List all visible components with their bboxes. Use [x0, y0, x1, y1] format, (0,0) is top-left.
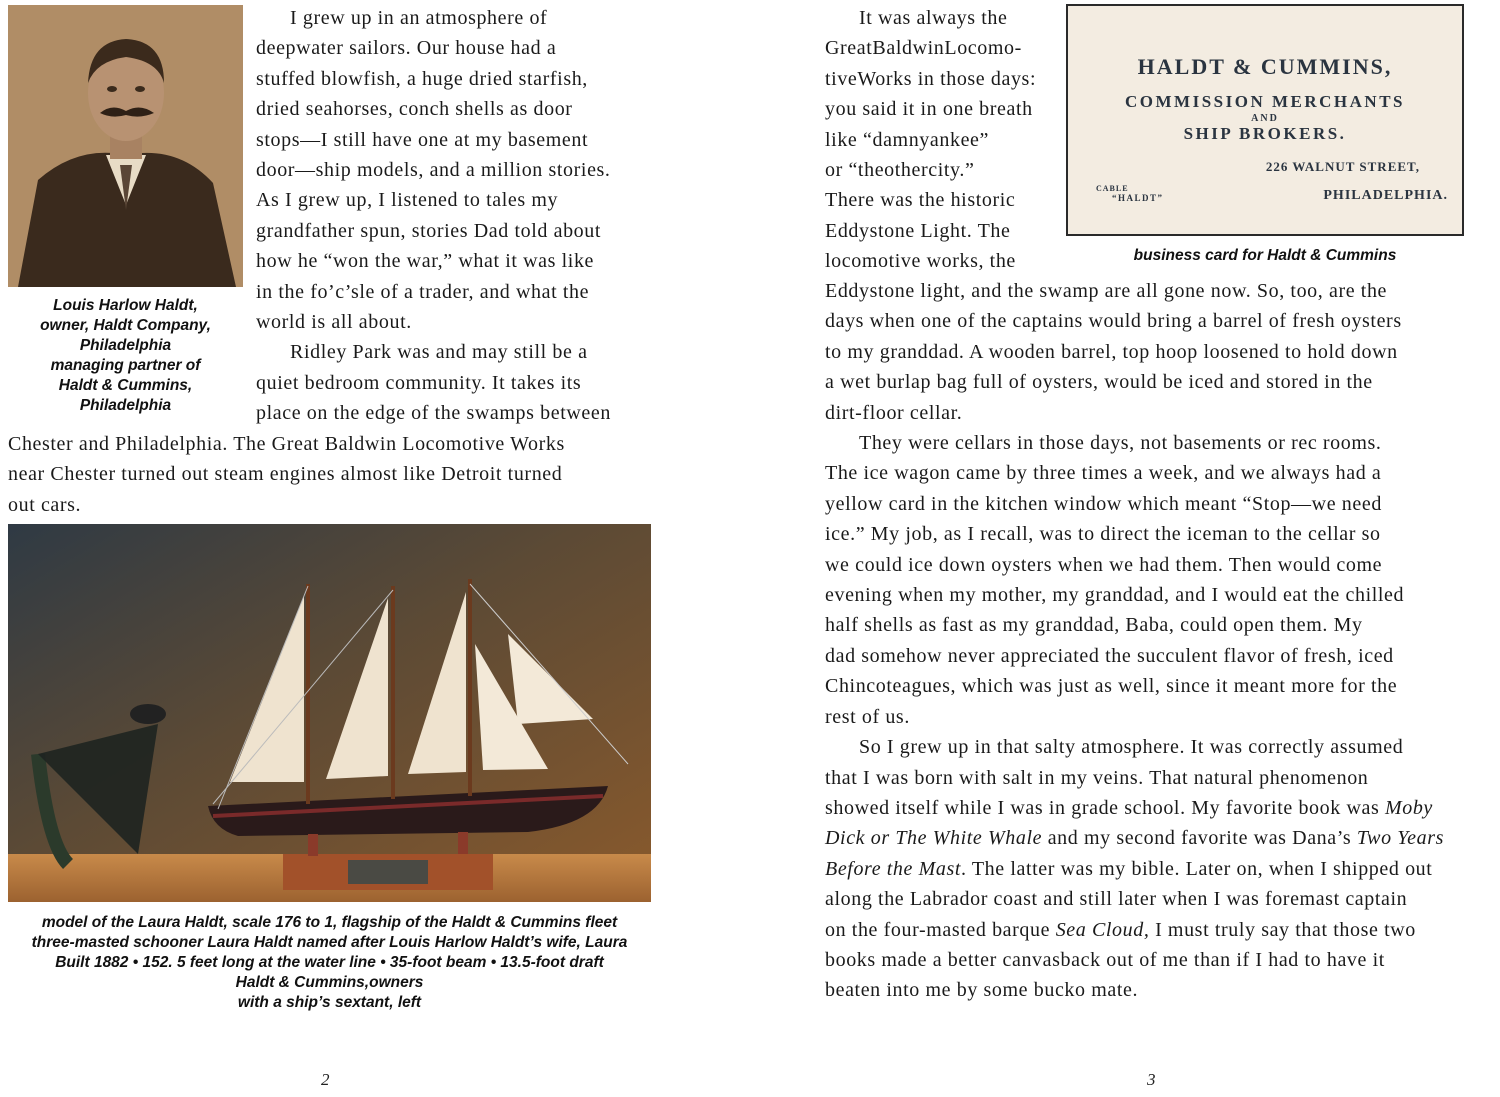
text-line: stuffed blowfish, a huge dried starfish,	[256, 67, 588, 90]
card-line: SHIP BROKERS.	[1183, 124, 1347, 143]
caption-line: Philadelphia	[79, 337, 172, 354]
text-line: tiveWorks in those days:	[825, 67, 1037, 90]
book-title: Dick or The White Whale	[825, 827, 1043, 850]
caption-line: owner, Haldt Company,	[40, 317, 211, 334]
text-line: The ice wagon came by three times a week, and we always had a	[825, 462, 1382, 485]
text-line: Chester and Philadelphia. The Great Baldwin Locomotive Works	[8, 433, 565, 455]
card-company-name: HALDT & CUMMINS,	[1137, 54, 1393, 79]
text-line	[825, 854, 1490, 884]
text-fragment: on the four-masted barque	[825, 918, 1056, 941]
text-line: Eddystone light, and the swamp are all gone now. So, too, are the	[825, 280, 1388, 302]
text-line: half shells as fast as my granddad, Baba, could open them. My	[825, 614, 1363, 637]
text-line: yellow card in the kitchen window which meant “Stop—we need	[825, 492, 1382, 515]
ship-caption	[8, 913, 651, 1013]
text-line: we could ice down oysters when we had them. Then would come	[825, 553, 1383, 576]
caption-fragment: scale 176 to 1, flagship of the Haldt & Cummins fleet	[232, 914, 618, 931]
text-line: stops—I still have one at my basement	[256, 128, 589, 151]
left-paragraph-1	[256, 3, 656, 429]
card-cable-word: “HALDT”	[1112, 193, 1164, 203]
business-card-image	[1066, 4, 1464, 236]
caption-fragment: Laura Haldt	[207, 934, 293, 951]
book-title: Before the Mast	[825, 857, 962, 880]
card-line: AND	[1251, 113, 1279, 124]
card-cable-label: CABLE	[1096, 184, 1129, 193]
caption-line: with a ship’s sextant, left	[237, 994, 422, 1011]
text-line: days when one of the captains would bring a barrel of fresh oysters	[825, 310, 1402, 333]
text-line: So I grew up in that salty atmosphere. It was correctly assumed	[859, 736, 1404, 759]
book-title: Two Years	[1356, 827, 1445, 850]
text-line: I grew up in an atmosphere of	[290, 7, 548, 29]
text-line: There was the historic	[825, 189, 1016, 212]
caption-line: Built 1882 • 152. 5 feet long at the water line • 35-foot beam • 13.5-foot draft	[55, 954, 604, 971]
text-line: Ridley Park was and may still be a	[290, 341, 588, 364]
text-line: deepwater sailors. Our house had a	[256, 37, 557, 60]
text-line: GreatBaldwinLocomo-	[825, 37, 1022, 60]
text-line: that I was born with salt in my veins. That natural phenomenon	[825, 766, 1369, 789]
text-line	[825, 823, 1490, 853]
caption-fragment: model of the Laura Haldt,	[41, 914, 233, 931]
caption-line: Philadelphia	[79, 397, 172, 414]
text-fragment: and my second favorite was Dana’s	[1042, 827, 1357, 850]
text-line: It was always the	[859, 7, 1008, 29]
text-line: As I grew up, I listened to tales my	[256, 189, 559, 212]
caption-line: managing partner of	[50, 357, 201, 374]
caption-fragment: three-masted schooner	[31, 934, 208, 951]
text-line: place on the edge of the swamps between	[256, 402, 611, 425]
text-line: locomotive works, the	[825, 250, 1016, 273]
text-fragment: I must truly say that those two	[1149, 918, 1416, 941]
caption-line	[8, 933, 651, 953]
text-line: a wet burlap bag full of oysters, would be iced and stored in the	[825, 371, 1373, 394]
business-card-caption: business card for Haldt & Cummins	[1133, 247, 1397, 264]
text-line: beaten into me by some bucko mate.	[825, 979, 1139, 1002]
caption-line: Haldt & Cummins,owners	[235, 974, 424, 991]
text-line: dad somehow never appreciated the succulent flavor of fresh, iced	[825, 644, 1394, 667]
portrait-photo	[8, 5, 243, 287]
text-line: world is all about.	[256, 311, 412, 334]
text-fragment: showed itself while I was in grade school. My favorite book was	[825, 796, 1385, 819]
ship-model-photo	[8, 524, 651, 902]
right-narrow-column	[825, 3, 1065, 277]
text-line: grandfather spun, stories Dad told about	[256, 219, 602, 242]
card-line: COMMISSION MERCHANTS	[1125, 92, 1405, 111]
text-line: dirt-floor cellar.	[825, 401, 963, 424]
caption-line: Louis Harlow Haldt,	[53, 297, 198, 314]
text-line: ice.” My job, as I recall, was to direct the iceman to the cellar so	[825, 523, 1381, 546]
text-line: Eddystone Light. The	[825, 219, 1011, 242]
text-line: They were cellars in those days, not basements or rec rooms.	[859, 432, 1382, 455]
text-line	[825, 793, 1490, 823]
left-paragraph-2	[8, 429, 668, 520]
caption-line: Haldt & Cummins,	[58, 377, 193, 394]
text-line: out cars.	[8, 493, 82, 516]
right-body-text	[825, 276, 1490, 1006]
text-line: in the fo’c’sle of a trader, and what the	[256, 280, 590, 303]
caption-fragment: named after Louis Harlow Haldt’s wife, Laura	[292, 934, 628, 951]
page-number-right: 3	[1147, 1070, 1156, 1089]
caption-line	[8, 913, 651, 933]
text-line: evening when my mother, my granddad, and I would eat the chilled	[825, 584, 1405, 607]
text-line: how he “won the war,” what it was like	[256, 250, 595, 273]
text-line	[825, 915, 1490, 945]
text-line: books made a better canvasback out of me than if I had to have it	[825, 948, 1385, 971]
text-line: quiet bedroom community. It takes its	[256, 371, 582, 394]
text-line: near Chester turned out steam engines almost like Detroit turned	[8, 463, 563, 486]
text-fragment: . The latter was my bible. Later on, when I shipped out	[961, 857, 1433, 880]
ship-name: Sea Cloud,	[1055, 918, 1150, 941]
portrait-caption	[8, 296, 243, 416]
text-line: like “damnyankee”	[825, 128, 990, 151]
text-line: to my granddad. A wooden barrel, top hoop loosened to hold down	[825, 340, 1398, 363]
card-city: PHILADELPHIA.	[1323, 188, 1448, 203]
text-line: dried seahorses, conch shells as door	[256, 98, 573, 121]
page-number-left: 2	[321, 1070, 330, 1089]
text-line: you said it in one breath	[825, 98, 1033, 121]
text-line: door—ship models, and a million stories.	[256, 159, 611, 182]
text-line: rest of us.	[825, 705, 910, 728]
text-line: or “theothercity.”	[825, 159, 975, 182]
text-line: Chincoteagues, which was just as well, since it meant more for the	[825, 675, 1398, 698]
text-line: along the Labrador coast and still later when I was foremast captain	[825, 888, 1408, 911]
book-title: Moby	[1384, 796, 1433, 819]
card-address: 226 WALNUT STREET,	[1265, 159, 1420, 174]
